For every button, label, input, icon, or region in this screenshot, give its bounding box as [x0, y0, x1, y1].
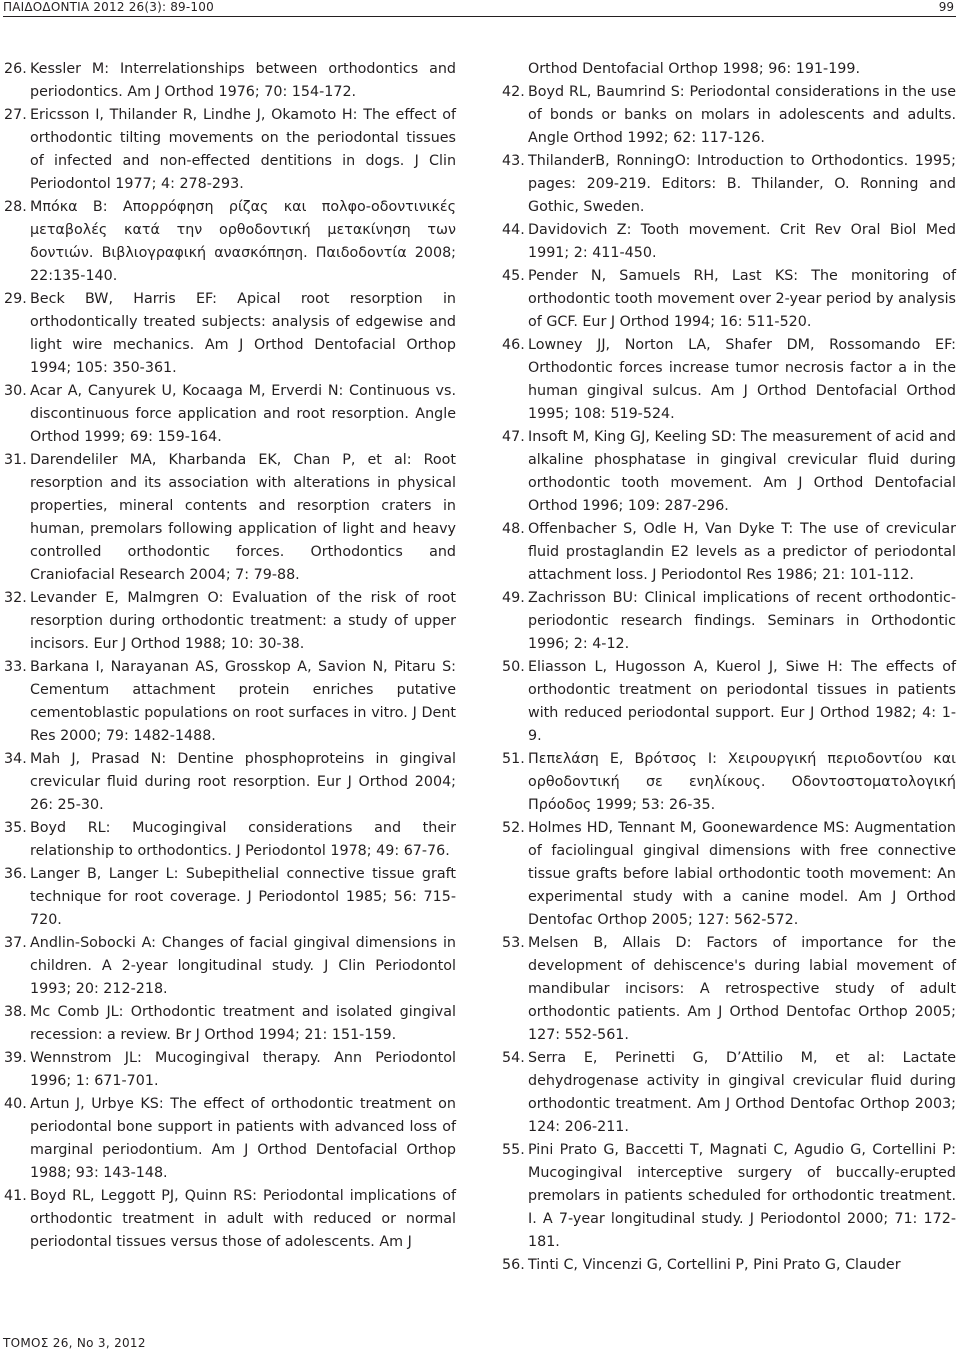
reference-number: 32.: [4, 590, 27, 606]
reference-item: [4, 817, 456, 863]
reference-number: 35.: [4, 820, 27, 836]
reference-item: [502, 518, 956, 587]
reference-text: Acar A, Canyurek U, Kocaaga M, Erverdi N: Continuous vs. discontinuous force application and root resorption. Angle Orthod 1999; 69: 159-164.: [30, 383, 456, 445]
reference-number: 48.: [502, 521, 525, 537]
reference-item: [502, 150, 956, 219]
reference-item: [502, 265, 956, 334]
reference-text: Langer B, Langer L: Subepithelial connective tissue graft technique for root coverage. J Periodontol 1985; 56: 715-720.: [30, 866, 456, 928]
reference-text: Andlin-Sobocki A: Changes of facial gingival dimensions in children. A 2-year longitudinal study. J Clin Periodontol 1993; 20: 212-218.: [30, 935, 456, 997]
reference-item: [502, 587, 956, 656]
reference-number: 36.: [4, 866, 27, 882]
reference-item: [4, 104, 456, 196]
reference-text: Darendeliler MA, Kharbanda EK, Chan P, et al: Root resorption and its association with alterations in physical properties, mineral contents and resorption craters in human, premolars following application of light and heavy controlled orthodontic forces. Orthodontics and Craniofacial Research 2004; 7: 79-88.: [30, 452, 456, 583]
reference-text: Beck BW, Harris EF: Apical root resorption in orthodontically treated subjects: analysis of edgewise and light wire mechanics. Am J Orthod Dentofacial Orthop 1994; 105: 350-361.: [30, 291, 456, 376]
footer-volume: ΤΟΜΟΣ 26, Νο 3, 2012: [3, 1336, 146, 1350]
reference-item: [4, 58, 456, 104]
reference-text: Kessler M: Interrelationships between orthodontics and periodontics. Am J Orthod 1976; 70: 154-172.: [30, 61, 456, 100]
reference-text: Serra E, Perinetti G, D’Attilio M, et al: Lactate dehydrogenase activity in gingival crevicular fluid during orthodontic treatment. Am J Orthod Dentofac Orthop 2003; 124: 206-211.: [528, 1050, 956, 1135]
reference-item: [502, 219, 956, 265]
reference-number: 37.: [4, 935, 27, 951]
reference-number: 39.: [4, 1050, 27, 1066]
reference-item: [502, 1254, 956, 1277]
reference-item: [502, 817, 956, 932]
reference-text: Mc Comb JL: Orthodontic treatment and isolated gingival recession: a review. Br J Orthod 1994; 21: 151-159.: [30, 1004, 456, 1043]
references-left-column: [4, 58, 456, 1254]
reference-item: [4, 449, 456, 587]
reference-text: Mah J, Prasad N: Dentine phosphoproteins in gingival crevicular fluid during root resorption. Eur J Orthod 2004; 26: 25-30.: [30, 751, 456, 813]
reference-number: 53.: [502, 935, 525, 951]
reference-number: 49.: [502, 590, 525, 606]
reference-number: 31.: [4, 452, 27, 468]
reference-text: Zachrisson BU: Clinical implications of recent orthodontic-periodontic research findings. Seminars in Orthodontic 1996; 2: 4-12.: [528, 590, 956, 652]
reference-item: [4, 932, 456, 1001]
reference-number: 29.: [4, 291, 27, 307]
reference-item: [4, 1001, 456, 1047]
reference-text: Pini Prato G, Baccetti T, Magnati C, Agudio G, Cortellini P: Mucogingival interceptive surgery of buccally-erupted premolars in patients scheduled for orthodontic treatment. I. A 7-year longitudinal study. J Periodontol 2000; 71: 172-181.: [528, 1142, 956, 1250]
journal-citation: ΠΑΙΔΟΔΟΝΤΙΑ 2012 26(3): 89-100: [3, 0, 214, 14]
reference-number: 47.: [502, 429, 525, 445]
reference-item: [502, 81, 956, 150]
reference-number: 40.: [4, 1096, 27, 1112]
reference-number: 43.: [502, 153, 525, 169]
reference-number: 41.: [4, 1188, 27, 1204]
reference-item: [502, 334, 956, 426]
reference-text: Davidovich Z: Tooth movement. Crit Rev Oral Biol Med 1991; 2: 411-450.: [528, 222, 956, 261]
reference-text: Levander E, Malmgren O: Evaluation of the risk of root resorption during orthodontic treatment: a study of upper incisors. Eur J Orthod 1988; 10: 30-38.: [30, 590, 456, 652]
reference-number: 27.: [4, 107, 27, 123]
reference-text: Insoft M, King GJ, Keeling SD: The measurement of acid and alkaline phosphatase in gingival crevicular fluid during orthodontic tooth movement. Am J Orthod Dentofacial Orthod 1996; 109: 287-296.: [528, 429, 956, 514]
reference-item: [4, 1185, 456, 1254]
reference-item: [4, 380, 456, 449]
reference-text: Wennstrom JL: Mucogingival therapy. Ann Periodontol 1996; 1: 671-701.: [30, 1050, 456, 1089]
reference-number: 45.: [502, 268, 525, 284]
reference-number: 38.: [4, 1004, 27, 1020]
reference-number: 42.: [502, 84, 525, 100]
reference-text: Eliasson L, Hugosson A, Kuerol J, Siwe H: The effects of orthodontic treatment on periodontal tissues in patients with reduced periodontal support. Eur J Orthod 1982; 4: 1-9.: [528, 659, 956, 744]
reference-text: Lowney JJ, Norton LA, Shafer DM, Rossomando EF: Orthodontic forces increase tumor necrosis factor a in the human gingival sulcus. Am J Orthod Dentofacial Orthod 1995; 108: 519-524.: [528, 337, 956, 422]
reference-number: 55.: [502, 1142, 525, 1158]
reference-item: [502, 656, 956, 748]
reference-item: [4, 748, 456, 817]
reference-item: [4, 587, 456, 656]
reference-continuation: Orthod Dentofacial Orthop 1998; 96: 191-199.: [528, 61, 861, 77]
reference-number: 56.: [502, 1257, 525, 1273]
reference-item: [4, 1093, 456, 1185]
reference-text: Μπόκα Β: Απορρόφηση ρίζας και πολφο-οδοντινικές μεταβολές κατά την ορθοδοντική μετακίνηση των δοντιών. Βιβλιογραφική ανασκόπηση. Παιδοδοντία 2008; 22:135-140.: [30, 199, 456, 284]
reference-text: Artun J, Urbye KS: The effect of orthodontic treatment on periodontal bone support in patients with advanced loss of marginal periodontium. Am J Orthod Dentofacial Orthop 1988; 93: 143-148.: [30, 1096, 456, 1181]
reference-text: Πεπελάση Ε, Βρότσος Ι: Χειρουργική περιοδοντίου και ορθοδοντική σε ενηλίκους. Οδοντοστοματολογική Πρόοδος 1999; 53: 26-35.: [528, 751, 956, 813]
references-right-column: [502, 58, 956, 1277]
reference-number: 51.: [502, 751, 525, 767]
reference-number: 44.: [502, 222, 525, 238]
running-header: [0, 0, 960, 14]
reference-text: Tinti C, Vincenzi G, Cortellini P, Pini Prato G, Clauder: [528, 1257, 901, 1273]
reference-item: [502, 748, 956, 817]
reference-text: Barkana I, Narayanan AS, Grosskop A, Savion N, Pitaru S: Cementum attachment protein enriches putative cementoblastic populations on root surfaces in vitro. J Dent Res 2000; 79: 1482-1488.: [30, 659, 456, 744]
reference-item: [502, 426, 956, 518]
reference-item: [502, 932, 956, 1047]
reference-number: 30.: [4, 383, 27, 399]
reference-item: [4, 1047, 456, 1093]
reference-item: [502, 1139, 956, 1254]
reference-number: 26.: [4, 61, 27, 77]
reference-item: [502, 1047, 956, 1139]
reference-number: 46.: [502, 337, 525, 353]
header-rule: [3, 16, 956, 17]
reference-text: Pender N, Samuels RH, Last KS: The monitoring of orthodontic tooth movement over 2-year period by analysis of GCF. Eur J Orthod 1994; 16: 511-520.: [528, 268, 957, 330]
reference-text: Melsen B, Allais D: Factors of importance for the development of dehiscence's during labial movement of mandibular incisors: A retrospective study of adult orthodontic patients. Am J Orthod Dentofac Orthop 2005; 127: 552-561.: [528, 935, 956, 1043]
reference-text: Ericsson I, Thilander R, Lindhe J, Okamoto H: The effect of orthodontic tilting movements on the periodontal tissues of infected and non-effected dentitions in dogs. J Clin Periodontol 1977; 4: 278-293.: [30, 107, 456, 192]
reference-number: 28.: [4, 199, 27, 215]
reference-item: [4, 196, 456, 288]
reference-text: Boyd RL: Mucogingival considerations and their relationship to orthodontics. J Periodontol 1978; 49: 67-76.: [30, 820, 456, 859]
reference-number: 52.: [502, 820, 525, 836]
reference-text: Boyd RL, Leggott PJ, Quinn RS: Periodontal implications of orthodontic treatment in adult with reduced or normal periodontal tissues versus those of adolescents. Am J: [30, 1188, 456, 1250]
reference-number: 33.: [4, 659, 27, 675]
reference-text: Offenbacher S, Odle H, Van Dyke T: The use of crevicular fluid prostaglandin E2 levels as a predictor of periodontal attachment loss. J Periodontol Res 1986; 21: 101-112.: [528, 521, 956, 583]
reference-text: ThilanderB, RonningO: Introduction to Orthodontics. 1995; pages: 209-219. Editors: B. Thilander, O. Ronning and Gothic, Sweden.: [528, 153, 956, 215]
reference-number: 34.: [4, 751, 27, 767]
reference-item: [4, 656, 456, 748]
reference-text: Holmes HD, Tennant M, Goonewardence MS: Augmentation of faciolingual gingival dimensions with free connective tissue grafts before labial orthodontic tooth movement: An experimental study with a canine model. Am J Orthod Dentofac Orthop 2005; 127: 562-572.: [528, 820, 956, 928]
reference-number: 54.: [502, 1050, 525, 1066]
reference-item: [4, 863, 456, 932]
reference-item: [4, 288, 456, 380]
page-number: 99: [938, 0, 954, 14]
reference-number: 50.: [502, 659, 525, 675]
reference-text: Boyd RL, Baumrind S: Periodontal considerations in the use of bonds or banks on molars in adolescents and adults. Angle Orthod 1992; 62: 117-126.: [528, 84, 956, 146]
